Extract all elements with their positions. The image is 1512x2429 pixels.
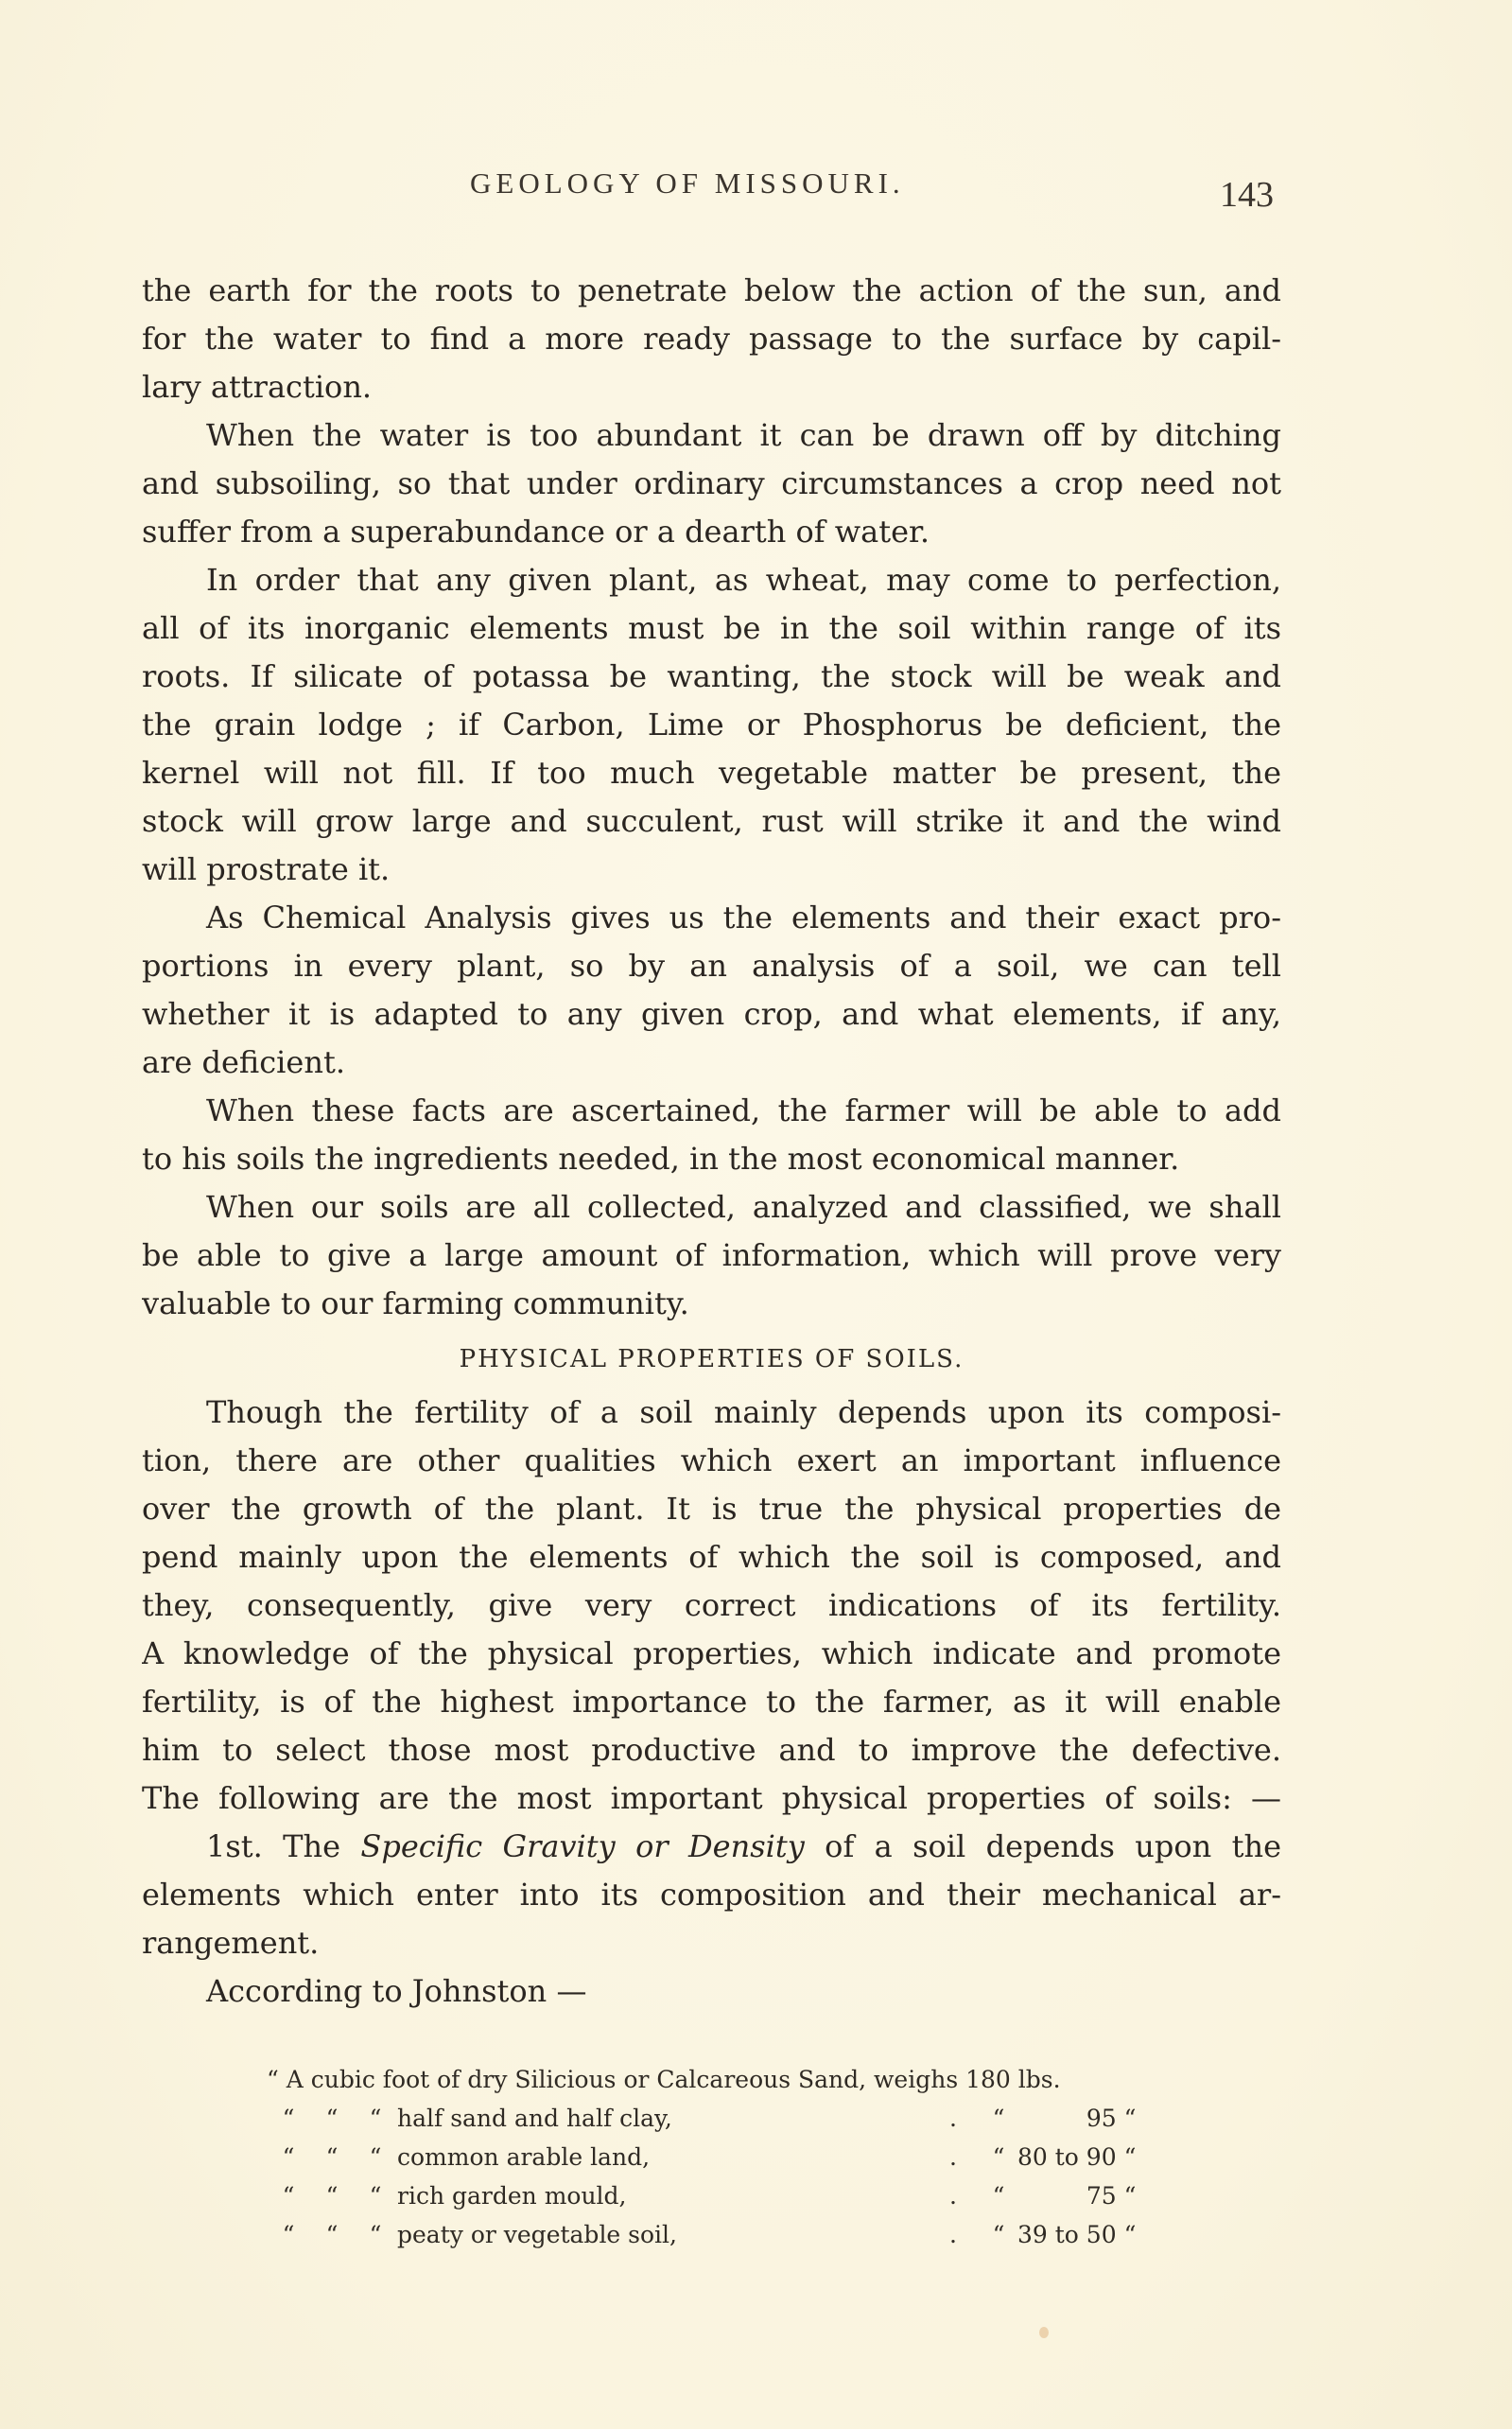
text-line: tion, there are other qualities which exert an important influence [142,1442,1281,1478]
text-line: to his soils the ingredients needed, in the most economical manner. [142,1141,1180,1177]
ditto-mark: “ [1123,2143,1137,2171]
text-line: stock will grow large and succulent, rust will strike it and the wind [142,803,1281,839]
ditto-mark: “ [992,2221,1005,2248]
text-line: valuable to our farming community. [142,1285,689,1321]
table-row [267,2060,1162,2099]
paragraph [142,267,1281,411]
paragraph [142,411,1281,556]
ditto-mark: “ [325,2105,339,2132]
leader-dot: . [949,2221,957,2248]
text-line: A knowledge of the physical properties, which indicate and promote [142,1635,1281,1671]
page-number: 143 [1220,175,1274,215]
ditto-mark: “ [282,2105,295,2132]
text-line: for the water to find a more ready passage to the surface by capil- [142,321,1281,357]
ditto-mark: “ [369,2105,382,2132]
material-cell: half sand and half clay, [397,2105,672,2132]
text-line: whether it is adapted to any given crop, and what elements, if any, [142,996,1281,1032]
material-cell: rich garden mould, [397,2182,627,2210]
text-line: be able to give a large amount of information, which will prove very [142,1237,1281,1273]
weight-value: 75 [1086,2182,1117,2210]
section-heading: PHYSICAL PROPERTIES OF SOILS. [459,1345,965,1373]
ditto-mark: “ [992,2105,1005,2132]
material-cell: common arable land, [397,2143,651,2171]
text-line: will prostrate it. [142,851,391,887]
ditto-mark: “ [325,2221,339,2248]
leader-dot: . [949,2105,957,2132]
text-line: In order that any given plant, as wheat, may come to perfection, [206,562,1281,598]
table-row [267,2099,1162,2138]
text-line: over the growth of the plant. It is true the physical properties de [142,1491,1281,1527]
weight-value: 80 to 90 [1017,2143,1117,2171]
paragraph [142,1087,1281,1183]
text-line: When these facts are ascertained, the farmer will be able to add [206,1092,1281,1128]
text-line: are deficient. [142,1044,345,1080]
body-text [142,267,1281,2016]
text-line: the grain lodge ; if Carbon, Lime or Phosphorus be deficient, the [142,707,1281,743]
material-cell: peaty or vegetable soil, [397,2221,677,2248]
ditto-mark: “ [325,2143,339,2171]
ditto-mark: “ [992,2182,1005,2210]
text-line: suffer from a superabundance or a dearth of water. [142,514,930,550]
text-line: The following are the most important physical properties of soils: — [142,1780,1281,1816]
paragraph-specific-gravity [142,1823,1281,1967]
ditto-mark: “ [369,2143,382,2171]
text-line: roots. If silicate of potassa be wanting, the stock will be weak and [142,658,1281,694]
citation-intro: According to Johnston — [206,1973,587,2009]
ditto-mark: “ [992,2143,1005,2171]
weight-value: 39 to 50 [1017,2221,1117,2248]
text-line: rangement. [142,1925,320,1961]
text-line: portions in every plant, so by an analysis of a soil, we can tell [142,948,1281,984]
table-row [267,2138,1162,2176]
paragraph [142,556,1281,894]
ditto-mark: “ [369,2182,382,2210]
text-line: pend mainly upon the elements of which the soil is composed, and [142,1539,1281,1575]
ditto-mark: “ [1123,2221,1137,2248]
text-line: elements which enter into its composition and their mechanical ar- [142,1877,1281,1913]
paragraph [142,1183,1281,1328]
text-line: As Chemical Analysis gives us the elements and their exact pro- [206,900,1281,935]
ditto-mark: “ [282,2182,295,2210]
ditto-mark: “ [282,2143,295,2171]
ditto-mark: “ [369,2221,382,2248]
text-line: kernel will not fill. If too much vegetable matter be present, the [142,755,1281,791]
text-line: When the water is too abundant it can be drawn off by ditching [206,417,1281,453]
specific-gravity-term: Specific Gravity or Density [360,1828,805,1864]
text-line: fertility, is of the highest importance to the farmer, as it will enable [142,1684,1281,1720]
paper-stain [1039,2327,1049,2338]
text-line [142,1823,1281,1871]
leader-dot: . [949,2182,957,2210]
text-line: they, consequently, give very correct indications of its fertility. [142,1587,1281,1623]
text-line: When our soils are all collected, analyzed and classified, we shall [206,1189,1281,1225]
text-line: and subsoiling, so that under ordinary circumstances a crop need not [142,465,1281,501]
paragraph [142,894,1281,1087]
line-rest: of a soil depends upon the [825,1828,1281,1864]
table-first-row: “ A cubic foot of dry Silicious or Calcareous Sand, weighs 180 lbs. [267,2066,1061,2093]
running-title: GEOLOGY OF MISSOURI. [470,166,905,200]
text-line: him to select those most productive and to improve the defective. [142,1732,1281,1768]
text-line: the earth for the roots to penetrate below the action of the sun, and [142,272,1281,308]
text-line: all of its inorganic elements must be in the soil within range of its [142,610,1281,646]
paragraph [142,1389,1281,1823]
table-row [267,2215,1162,2254]
weight-value: 95 [1086,2105,1117,2132]
ditto-mark: “ [1123,2105,1137,2132]
ditto-mark: “ [1123,2182,1137,2210]
leader-dot: . [949,2143,957,2171]
table-row [267,2176,1162,2215]
text-line: lary attraction. [142,369,373,405]
weights-table [267,2060,1162,2254]
prefix: 1st. The [206,1828,341,1864]
text-line: Though the fertility of a soil mainly depends upon its composi- [206,1394,1281,1430]
ditto-mark: “ [282,2221,295,2248]
ditto-mark: “ [325,2182,339,2210]
